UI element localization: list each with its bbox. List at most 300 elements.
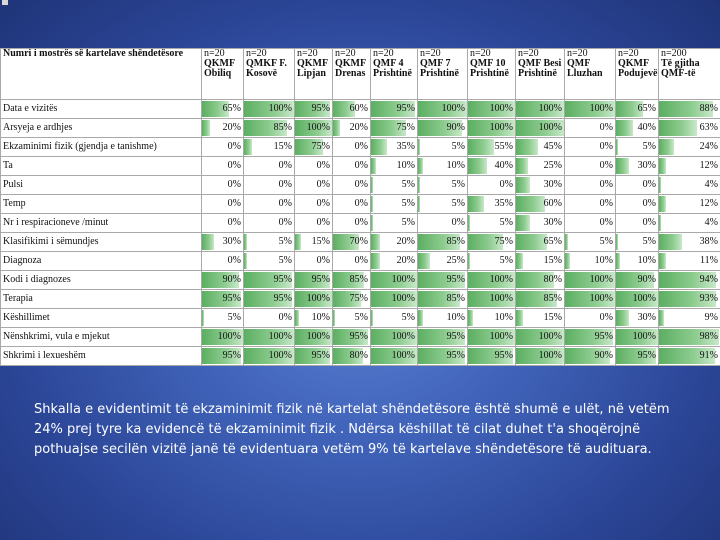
- percent-value: 0%: [599, 217, 613, 228]
- percent-bar: [516, 196, 545, 212]
- percent-cell: [333, 176, 371, 195]
- percent-value: 75%: [396, 122, 415, 133]
- percent-value: 0%: [227, 179, 241, 190]
- percent-cell: [468, 347, 516, 366]
- percent-cell: [418, 195, 468, 214]
- percent-value: 95%: [446, 331, 465, 342]
- percent-cell: [616, 195, 659, 214]
- percent-cell: [659, 233, 720, 252]
- percent-value: 0%: [278, 312, 292, 323]
- percent-value: 25%: [543, 160, 562, 171]
- percent-value: 0%: [642, 198, 656, 209]
- percent-bar: [616, 158, 629, 174]
- percent-value: 100%: [589, 103, 613, 114]
- percent-cell: [371, 195, 418, 214]
- percent-cell: [202, 100, 244, 119]
- percent-value: 10%: [311, 312, 330, 323]
- percent-bar: [371, 139, 387, 155]
- percent-value: 95%: [273, 293, 292, 304]
- percent-cell: [295, 309, 333, 328]
- column-header-location: Prishtinë: [470, 68, 509, 79]
- percent-cell: [659, 328, 720, 347]
- percent-value: 75%: [349, 293, 368, 304]
- column-header-facility: QMF: [567, 58, 591, 69]
- row-label: Ta: [1, 157, 202, 176]
- percent-cell: [468, 176, 516, 195]
- percent-cell: [333, 252, 371, 271]
- percent-bar: [371, 177, 373, 193]
- percent-cell: [333, 309, 371, 328]
- percent-value: 60%: [543, 198, 562, 209]
- percent-value: 95%: [446, 274, 465, 285]
- percent-bar: [516, 253, 523, 269]
- percent-value: 100%: [489, 293, 513, 304]
- percent-value: 95%: [594, 331, 613, 342]
- percent-cell: [418, 328, 468, 347]
- percent-cell: [418, 271, 468, 290]
- percent-bar: [333, 310, 335, 326]
- row-label: Nr i respiracioneve /minut: [1, 214, 202, 233]
- percent-value: 15%: [543, 312, 562, 323]
- column-header-sample-size: n=20: [420, 48, 441, 59]
- percent-bar: [516, 139, 538, 155]
- percent-cell: [244, 138, 295, 157]
- percent-value: 5%: [227, 312, 241, 323]
- percent-cell: [565, 347, 616, 366]
- table-panel: [0, 48, 720, 366]
- percent-value: 4%: [704, 179, 718, 190]
- percent-value: 0%: [599, 122, 613, 133]
- percent-cell: [202, 195, 244, 214]
- percent-bar: [659, 139, 674, 155]
- percent-value: 100%: [306, 122, 330, 133]
- percent-cell: [333, 214, 371, 233]
- percent-cell: [565, 119, 616, 138]
- percent-value: 0%: [316, 198, 330, 209]
- percent-value: 85%: [349, 274, 368, 285]
- percent-value: 35%: [396, 141, 415, 152]
- percent-cell: [659, 271, 720, 290]
- percent-value: 95%: [396, 103, 415, 114]
- percent-bar: [616, 139, 618, 155]
- percent-cell: [565, 138, 616, 157]
- percent-cell: [202, 138, 244, 157]
- percent-cell: [516, 233, 565, 252]
- percent-cell: [565, 328, 616, 347]
- percent-cell: [468, 290, 516, 309]
- percent-cell: [371, 119, 418, 138]
- percent-value: 85%: [543, 293, 562, 304]
- percent-cell: [659, 195, 720, 214]
- column-header-sample-size: n=20: [297, 48, 318, 59]
- column-header-location: QMF-të: [661, 68, 696, 79]
- percent-cell: [468, 271, 516, 290]
- percent-cell: [516, 176, 565, 195]
- percent-value: 0%: [316, 255, 330, 266]
- percent-cell: [616, 176, 659, 195]
- percent-cell: [295, 195, 333, 214]
- percent-cell: [616, 138, 659, 157]
- percent-cell: [295, 138, 333, 157]
- percent-cell: [333, 157, 371, 176]
- column-header-sample-size: n=20: [567, 48, 588, 59]
- column-header-facility: QKMF: [618, 58, 650, 69]
- percent-cell: [244, 100, 295, 119]
- percent-value: 100%: [489, 274, 513, 285]
- column-header-location: Kosovë: [246, 68, 278, 79]
- percent-cell: [371, 100, 418, 119]
- column-header-sample-size: n=20: [518, 48, 539, 59]
- percent-value: 90%: [222, 274, 241, 285]
- percent-cell: [202, 157, 244, 176]
- percent-cell: [244, 347, 295, 366]
- percent-cell: [616, 100, 659, 119]
- percent-bar: [371, 215, 373, 231]
- column-header-facility: QMF Besi: [518, 58, 562, 69]
- percent-bar: [516, 234, 547, 250]
- percent-cell: [468, 138, 516, 157]
- percent-value: 15%: [543, 255, 562, 266]
- table-row: [1, 271, 720, 290]
- percent-cell: [565, 271, 616, 290]
- percent-value: 5%: [278, 255, 292, 266]
- percent-cell: [659, 157, 720, 176]
- percent-cell: [244, 195, 295, 214]
- percent-cell: [333, 290, 371, 309]
- percent-bar: [616, 253, 620, 269]
- percent-value: 100%: [632, 331, 656, 342]
- percent-cell: [468, 100, 516, 119]
- percent-cell: [418, 100, 468, 119]
- percent-value: 94%: [699, 274, 718, 285]
- column-header: [371, 49, 418, 100]
- percent-value: 95%: [222, 350, 241, 361]
- percent-value: 85%: [446, 293, 465, 304]
- percent-value: 5%: [401, 198, 415, 209]
- percent-value: 0%: [451, 217, 465, 228]
- percent-value: 5%: [401, 312, 415, 323]
- table-row: [1, 233, 720, 252]
- percent-value: 100%: [391, 293, 415, 304]
- percent-cell: [616, 290, 659, 309]
- percent-cell: [418, 290, 468, 309]
- percent-value: 0%: [354, 141, 368, 152]
- column-header-facility: QMF 7: [420, 58, 451, 69]
- percent-value: 0%: [354, 198, 368, 209]
- percent-value: 11%: [700, 255, 718, 266]
- row-label: Ekzaminimi fizik (gjendja e tanishme): [1, 138, 202, 157]
- percent-cell: [616, 233, 659, 252]
- percent-value: 95%: [273, 274, 292, 285]
- percent-bar: [565, 253, 570, 269]
- column-header: [659, 49, 720, 100]
- percent-cell: [468, 328, 516, 347]
- percent-value: 0%: [278, 179, 292, 190]
- percent-value: 100%: [489, 122, 513, 133]
- percent-cell: [565, 100, 616, 119]
- row-label: Arsyeja e ardhjes: [1, 119, 202, 138]
- percent-cell: [244, 328, 295, 347]
- percent-bar: [659, 158, 666, 174]
- percent-value: 10%: [446, 160, 465, 171]
- row-label: Nënshkrimi, vula e mjekut: [1, 328, 202, 347]
- column-header-location: Obiliq: [204, 68, 232, 79]
- percent-bar: [418, 158, 423, 174]
- percent-value: 95%: [446, 350, 465, 361]
- percent-value: 12%: [699, 198, 718, 209]
- percent-value: 0%: [278, 160, 292, 171]
- percent-cell: [468, 233, 516, 252]
- column-header-location: Lipjan: [297, 68, 326, 79]
- percent-cell: [616, 157, 659, 176]
- percent-cell: [202, 233, 244, 252]
- corner-mark: [2, 0, 8, 5]
- percent-value: 93%: [699, 293, 718, 304]
- percent-cell: [244, 252, 295, 271]
- percent-bar: [202, 120, 210, 136]
- percent-cell: [659, 290, 720, 309]
- percent-bar: [371, 158, 376, 174]
- percent-bar: [371, 253, 380, 269]
- percent-cell: [202, 176, 244, 195]
- percent-bar: [659, 310, 664, 326]
- percent-cell: [516, 252, 565, 271]
- percent-value: 5%: [401, 179, 415, 190]
- percent-value: 95%: [494, 350, 513, 361]
- percent-cell: [418, 347, 468, 366]
- table-row: [1, 347, 720, 366]
- percent-value: 95%: [222, 293, 241, 304]
- percent-cell: [565, 157, 616, 176]
- percent-cell: [565, 252, 616, 271]
- percent-value: 5%: [401, 217, 415, 228]
- column-header-facility: QKMF: [204, 58, 236, 69]
- percent-value: 10%: [446, 312, 465, 323]
- percent-value: 100%: [306, 331, 330, 342]
- percent-value: 0%: [354, 255, 368, 266]
- percent-value: 5%: [354, 312, 368, 323]
- percent-cell: [371, 309, 418, 328]
- percent-cell: [333, 195, 371, 214]
- percent-value: 10%: [396, 160, 415, 171]
- percent-bar: [333, 120, 340, 136]
- column-header: [516, 49, 565, 100]
- percent-value: 75%: [494, 236, 513, 247]
- percent-value: 95%: [637, 350, 656, 361]
- percent-bar: [418, 253, 430, 269]
- percent-cell: [295, 233, 333, 252]
- percent-cell: [516, 271, 565, 290]
- percent-cell: [244, 309, 295, 328]
- percent-value: 75%: [311, 141, 330, 152]
- percent-cell: [202, 271, 244, 290]
- percent-value: 100%: [391, 274, 415, 285]
- percent-bar: [468, 158, 487, 174]
- percent-cell: [295, 214, 333, 233]
- percent-value: 55%: [494, 141, 513, 152]
- percent-bar: [418, 177, 420, 193]
- percent-value: 0%: [599, 141, 613, 152]
- percent-value: 0%: [599, 160, 613, 171]
- percent-cell: [565, 290, 616, 309]
- percent-cell: [371, 347, 418, 366]
- percent-cell: [468, 119, 516, 138]
- percent-bar: [468, 310, 473, 326]
- percent-cell: [468, 252, 516, 271]
- percent-value: 5%: [451, 141, 465, 152]
- percent-cell: [616, 309, 659, 328]
- percent-bar: [659, 177, 661, 193]
- column-header-facility: QMF 4: [373, 58, 404, 69]
- percent-cell: [659, 138, 720, 157]
- percent-cell: [616, 119, 659, 138]
- percent-value: 5%: [451, 179, 465, 190]
- percent-cell: [616, 328, 659, 347]
- percent-value: 100%: [538, 103, 562, 114]
- percent-value: 0%: [599, 198, 613, 209]
- percent-value: 35%: [494, 198, 513, 209]
- percent-cell: [516, 347, 565, 366]
- percent-bar: [202, 234, 214, 250]
- percent-value: 5%: [499, 217, 513, 228]
- percent-cell: [295, 328, 333, 347]
- row-label: Terapia: [1, 290, 202, 309]
- percent-cell: [295, 176, 333, 195]
- percent-bar: [659, 253, 666, 269]
- percent-bar: [468, 253, 470, 269]
- percent-value: 88%: [699, 103, 718, 114]
- percent-cell: [565, 214, 616, 233]
- column-header-sample-size: n=20: [246, 48, 267, 59]
- percent-value: 5%: [278, 236, 292, 247]
- percent-bar: [516, 215, 530, 231]
- percent-bar: [659, 120, 697, 136]
- table-row: [1, 176, 720, 195]
- table-row: [1, 290, 720, 309]
- percent-value: 100%: [306, 293, 330, 304]
- table-row: [1, 138, 720, 157]
- percent-value: 9%: [704, 312, 718, 323]
- table-row: [1, 195, 720, 214]
- percent-value: 0%: [278, 217, 292, 228]
- percent-cell: [371, 252, 418, 271]
- column-header-sample-size: n=200: [661, 48, 687, 59]
- percent-bar: [371, 310, 373, 326]
- percent-value: 0%: [354, 160, 368, 171]
- percent-value: 98%: [699, 331, 718, 342]
- percent-value: 95%: [349, 331, 368, 342]
- caption-text: Shkalla e evidentimit të ekzaminimit fizik në kartelat shëndetësore është shumë e ulët, në vetëm 24% prej tyre ka evidencë të ekzaminimit fizik . Ndërsa këshillat të cilat duhet t'a shoqërojnë pothuajse secilën vizitë janë të evidentuara vetëm 9% të kartelave shëndetësore të audituara.: [34, 402, 670, 457]
- percent-cell: [202, 309, 244, 328]
- percent-cell: [295, 252, 333, 271]
- percent-cell: [468, 195, 516, 214]
- percent-cell: [659, 214, 720, 233]
- percent-cell: [418, 309, 468, 328]
- percent-value: 20%: [222, 122, 241, 133]
- column-header-facility: QMKF F.: [246, 58, 287, 69]
- row-label: Pulsi: [1, 176, 202, 195]
- percent-cell: [418, 233, 468, 252]
- percent-cell: [244, 271, 295, 290]
- percent-value: 0%: [642, 217, 656, 228]
- percent-cell: [516, 309, 565, 328]
- percent-cell: [244, 233, 295, 252]
- percent-value: 0%: [316, 160, 330, 171]
- percent-value: 40%: [637, 122, 656, 133]
- percent-value: 0%: [354, 179, 368, 190]
- percent-cell: [202, 328, 244, 347]
- percent-cell: [295, 119, 333, 138]
- table-row: [1, 252, 720, 271]
- percent-bar: [659, 215, 661, 231]
- percent-value: 65%: [222, 103, 241, 114]
- percent-cell: [616, 271, 659, 290]
- percent-cell: [468, 309, 516, 328]
- percent-bar: [244, 234, 247, 250]
- row-label: Këshillimet: [1, 309, 202, 328]
- percent-cell: [202, 347, 244, 366]
- percent-cell: [418, 176, 468, 195]
- percent-cell: [616, 347, 659, 366]
- column-header: [616, 49, 659, 100]
- percent-value: 5%: [499, 255, 513, 266]
- percent-value: 40%: [494, 160, 513, 171]
- percent-value: 65%: [637, 103, 656, 114]
- percent-cell: [659, 347, 720, 366]
- percent-cell: [516, 157, 565, 176]
- percent-cell: [468, 214, 516, 233]
- row-label: Shkrimi i lexueshëm: [1, 347, 202, 366]
- percent-cell: [659, 176, 720, 195]
- percent-value: 100%: [489, 331, 513, 342]
- percent-cell: [244, 290, 295, 309]
- column-header-location: Lluzhan: [567, 68, 603, 79]
- percent-cell: [295, 290, 333, 309]
- percent-value: 100%: [268, 103, 292, 114]
- percent-cell: [659, 309, 720, 328]
- table-body: [1, 100, 720, 366]
- percent-cell: [244, 157, 295, 176]
- percent-bar: [371, 196, 373, 212]
- percent-cell: [516, 195, 565, 214]
- percent-cell: [371, 138, 418, 157]
- column-header-facility: QMF 10: [470, 58, 506, 69]
- percent-cell: [371, 214, 418, 233]
- table-title: Numri i mostrës së kartelave shëndetësore: [1, 49, 202, 100]
- percent-value: 45%: [543, 141, 562, 152]
- percent-value: 90%: [637, 274, 656, 285]
- percent-value: 24%: [699, 141, 718, 152]
- percent-cell: [244, 176, 295, 195]
- percent-cell: [371, 157, 418, 176]
- percent-cell: [418, 138, 468, 157]
- percent-value: 20%: [396, 255, 415, 266]
- percent-value: 0%: [642, 179, 656, 190]
- column-header: [418, 49, 468, 100]
- percent-value: 100%: [268, 331, 292, 342]
- percent-value: 30%: [222, 236, 241, 247]
- column-header-sample-size: n=20: [373, 48, 394, 59]
- column-header: [244, 49, 295, 100]
- row-label: Data e vizitës: [1, 100, 202, 119]
- percent-bar: [468, 215, 470, 231]
- percent-cell: [244, 214, 295, 233]
- table-row: [1, 157, 720, 176]
- percent-value: 15%: [311, 236, 330, 247]
- percent-value: 100%: [441, 103, 465, 114]
- percent-cell: [295, 271, 333, 290]
- percent-bar: [295, 310, 299, 326]
